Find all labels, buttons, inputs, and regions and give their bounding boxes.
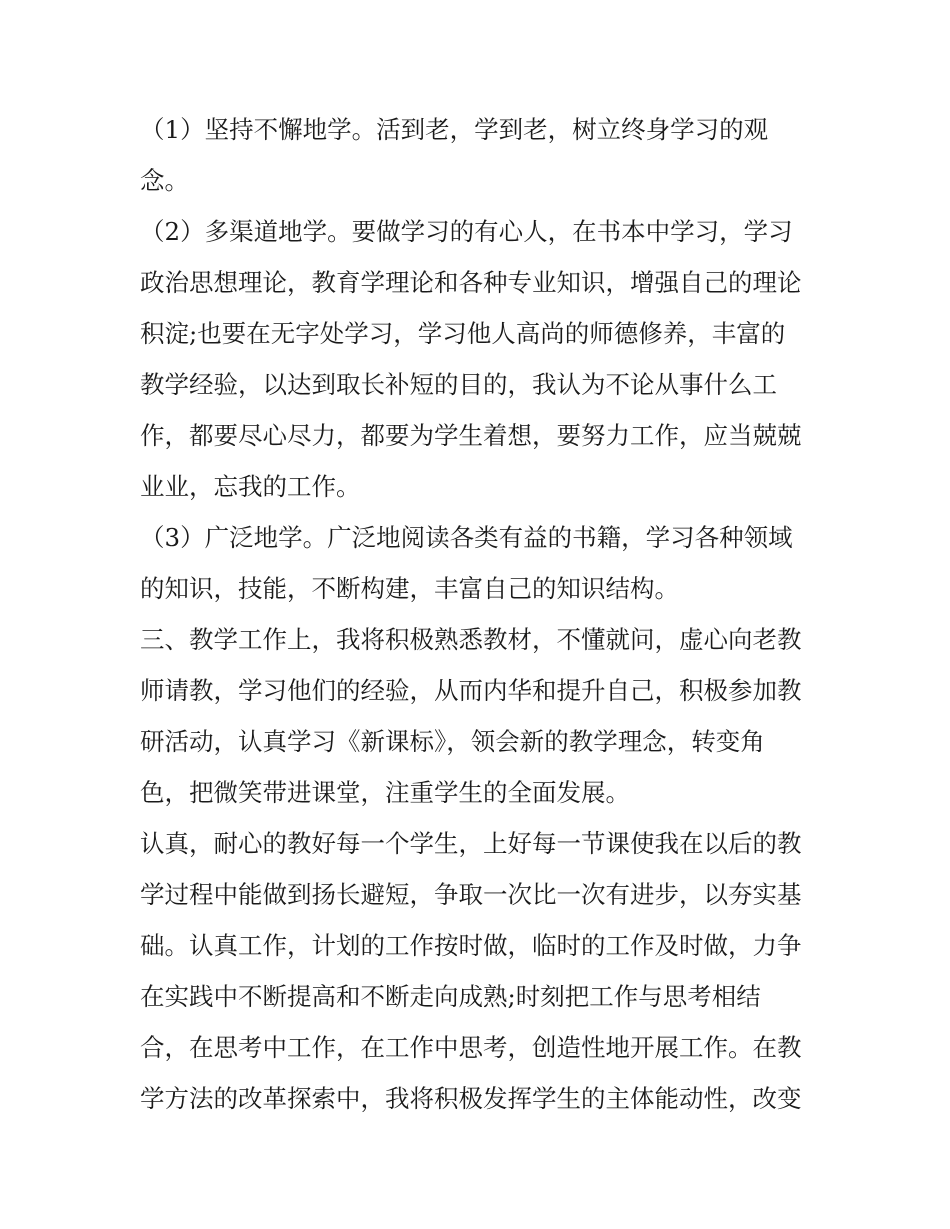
- text-line: （1）坚持不懈地学。活到老，学到老，树立终身学习的观: [140, 115, 769, 144]
- text-line: 师请教，学习他们的经验，从而内华和提升自己，积极参加教: [140, 676, 802, 705]
- text-line: 三、教学工作上，我将积极熟悉教材，不懂就问，虚心向老教: [140, 625, 802, 654]
- text-line: 的知识，技能，不断构建，丰富自己的知识结构。: [140, 574, 679, 603]
- text-line: 教学经验，以达到取长补短的目的，我认为不论从事什么工: [140, 370, 777, 399]
- text-line: 学过程中能做到扬长避短，争取一次比一次有进步，以夯实基: [140, 880, 802, 909]
- text-line: 色，把微笑带进课堂，注重学生的全面发展。: [140, 778, 630, 807]
- text-line: 础。认真工作，计划的工作按时做，临时的工作及时做，力争: [140, 931, 802, 960]
- text-line: 积淀;也要在无字处学习，学习他人高尚的师德修养，丰富的: [140, 319, 786, 348]
- text-line: （2）多渠道地学。要做学习的有心人，在书本中学习，学习: [140, 217, 793, 246]
- text-line: 业业，忘我的工作。: [140, 472, 361, 501]
- text-line: 念。: [140, 166, 189, 195]
- text-line: 学方法的改革探索中，我将积极发挥学生的主体能动性，改变: [140, 1084, 802, 1113]
- text-line: 认真，耐心的教好每一个学生，上好每一节课使我在以后的教: [140, 829, 802, 858]
- text-line: 政治思想理论，教育学理论和各种专业知识，增强自己的理论: [140, 268, 802, 297]
- text-line: 作，都要尽心尽力，都要为学生着想，要努力工作，应当兢兢: [140, 421, 802, 450]
- text-line: （3）广泛地学。广泛地阅读各类有益的书籍，学习各种领域: [140, 523, 793, 552]
- text-line: 研活动，认真学习《新课标》，领会新的教学理念，转变角: [140, 727, 765, 756]
- body-text: [140, 104, 820, 1124]
- text-line: 合，在思考中工作，在工作中思考，创造性地开展工作。在教: [140, 1033, 802, 1062]
- text-line: 在实践中不断提高和不断走向成熟;时刻把工作与思考相结: [140, 982, 761, 1011]
